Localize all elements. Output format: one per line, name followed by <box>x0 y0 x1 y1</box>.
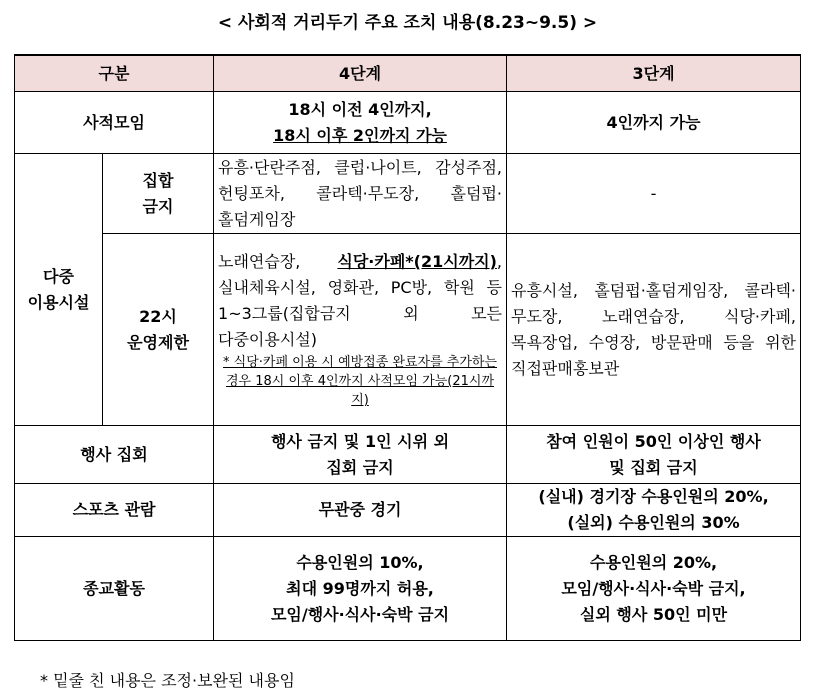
assembly-ban-line2: 금지 <box>142 196 174 216</box>
label-operation-limit <box>103 234 214 426</box>
row-religion <box>15 537 801 641</box>
cell-private-level3: 4인까지 가능 <box>507 92 801 154</box>
sports-level3-line2: (실외) 수용인원의 30% <box>567 513 740 532</box>
limit-level4-post: , 실내체육시설, 영화관, PC방, 학원 등 1~3그룹(집합금지 외 모든 다중이용시설) <box>218 252 503 349</box>
header-level4: 4단계 <box>214 55 507 92</box>
cell-limit-level3: 유흥시설, 홀덤펍·홀덤게임장, 콜라텍·무도장, 노래연습장, 식당·카페, 목욕장업, 수영장, 방문판매 등을 위한 직접판매홍보관 <box>507 234 801 426</box>
religion-level4-line3: 모임/행사·식사·숙박 금지 <box>270 604 450 624</box>
cell-religion-level4 <box>214 537 507 641</box>
label-event-assembly: 행사 집회 <box>15 426 214 484</box>
row-event-assembly <box>15 426 801 484</box>
label-assembly-ban <box>103 154 214 234</box>
event-level3-line1: 참여 인원이 50인 이상인 행사 <box>546 431 761 451</box>
label-sports: 스포츠 관람 <box>15 484 214 537</box>
cell-limit-level4 <box>214 234 507 426</box>
row-multi-limit <box>15 234 801 426</box>
operation-limit-line1: 22시 <box>139 306 177 326</box>
operation-limit-line2: 운영제한 <box>127 332 189 352</box>
header-level3: 3단계 <box>507 55 801 92</box>
cell-sports-level3 <box>507 484 801 537</box>
cell-religion-level3 <box>507 537 801 641</box>
label-religion: 종교활동 <box>15 537 214 641</box>
assembly-ban-line1: 집합 <box>142 170 174 190</box>
event-level4-line1: 행사 금지 및 1인 시위 외 <box>270 431 450 451</box>
cell-ban-level4: 유흥·단란주점, 클럽·나이트, 감성주점, 헌팅포차, 콜라텍·무도장, 홀덤펍·홀덤게임장 <box>214 154 507 234</box>
event-level3-line2: 및 집회 금지 <box>609 457 698 477</box>
limit-level4-pre: 노래연습장, <box>218 252 338 271</box>
religion-level4-line2: 최대 99명까지 허용, <box>286 578 434 598</box>
religion-level3-line2: 모임/행사·식사·숙박 금지, <box>561 578 746 598</box>
table-header-row <box>15 55 801 92</box>
label-private-gathering: 사적모임 <box>15 92 214 154</box>
multi-use-label-line1: 다중 <box>43 266 74 286</box>
label-multi-use-facility <box>15 154 103 426</box>
cell-ban-level3: - <box>507 154 801 234</box>
cell-event-level4 <box>214 426 507 484</box>
row-sports <box>15 484 801 537</box>
limit-level4-text <box>218 249 502 353</box>
measures-table <box>14 54 801 641</box>
private-level4-line2: 18시 이후 2인까지 가능 <box>273 125 447 145</box>
limit-level4-note: * 식당·카페 이용 시 예방접종 완료자를 추가하는 경우 18시 이후 4인까지 사적모임 가능(21시까지) <box>223 355 498 408</box>
row-private-gathering <box>15 92 801 154</box>
footnote: * 밑줄 친 내용은 조정·보완된 내용임 <box>40 671 295 690</box>
religion-level3-line1: 수용인원의 20%, <box>589 552 718 572</box>
event-level4-line2: 집회 금지 <box>326 457 394 477</box>
header-category: 구분 <box>15 55 214 92</box>
cell-private-level4 <box>214 92 507 154</box>
private-level4-line1: 18시 이전 4인까지, <box>288 99 432 119</box>
religion-level4-line1: 수용인원의 10%, <box>296 552 424 572</box>
page-title: < 사회적 거리두기 주요 조치 내용(8.23~9.5) > <box>217 13 598 33</box>
cell-sports-level4: 무관중 경기 <box>214 484 507 537</box>
limit-level4-emphasis: 식당·카페*(21시까지) <box>337 252 497 271</box>
cell-event-level3 <box>507 426 801 484</box>
sports-level3-line1: (실내) 경기장 수용인원의 20%, <box>538 487 769 506</box>
religion-level3-line3: 실외 행사 50인 미만 <box>579 604 728 624</box>
multi-use-label-line2: 이용시설 <box>27 292 90 312</box>
row-multi-ban <box>15 154 801 234</box>
